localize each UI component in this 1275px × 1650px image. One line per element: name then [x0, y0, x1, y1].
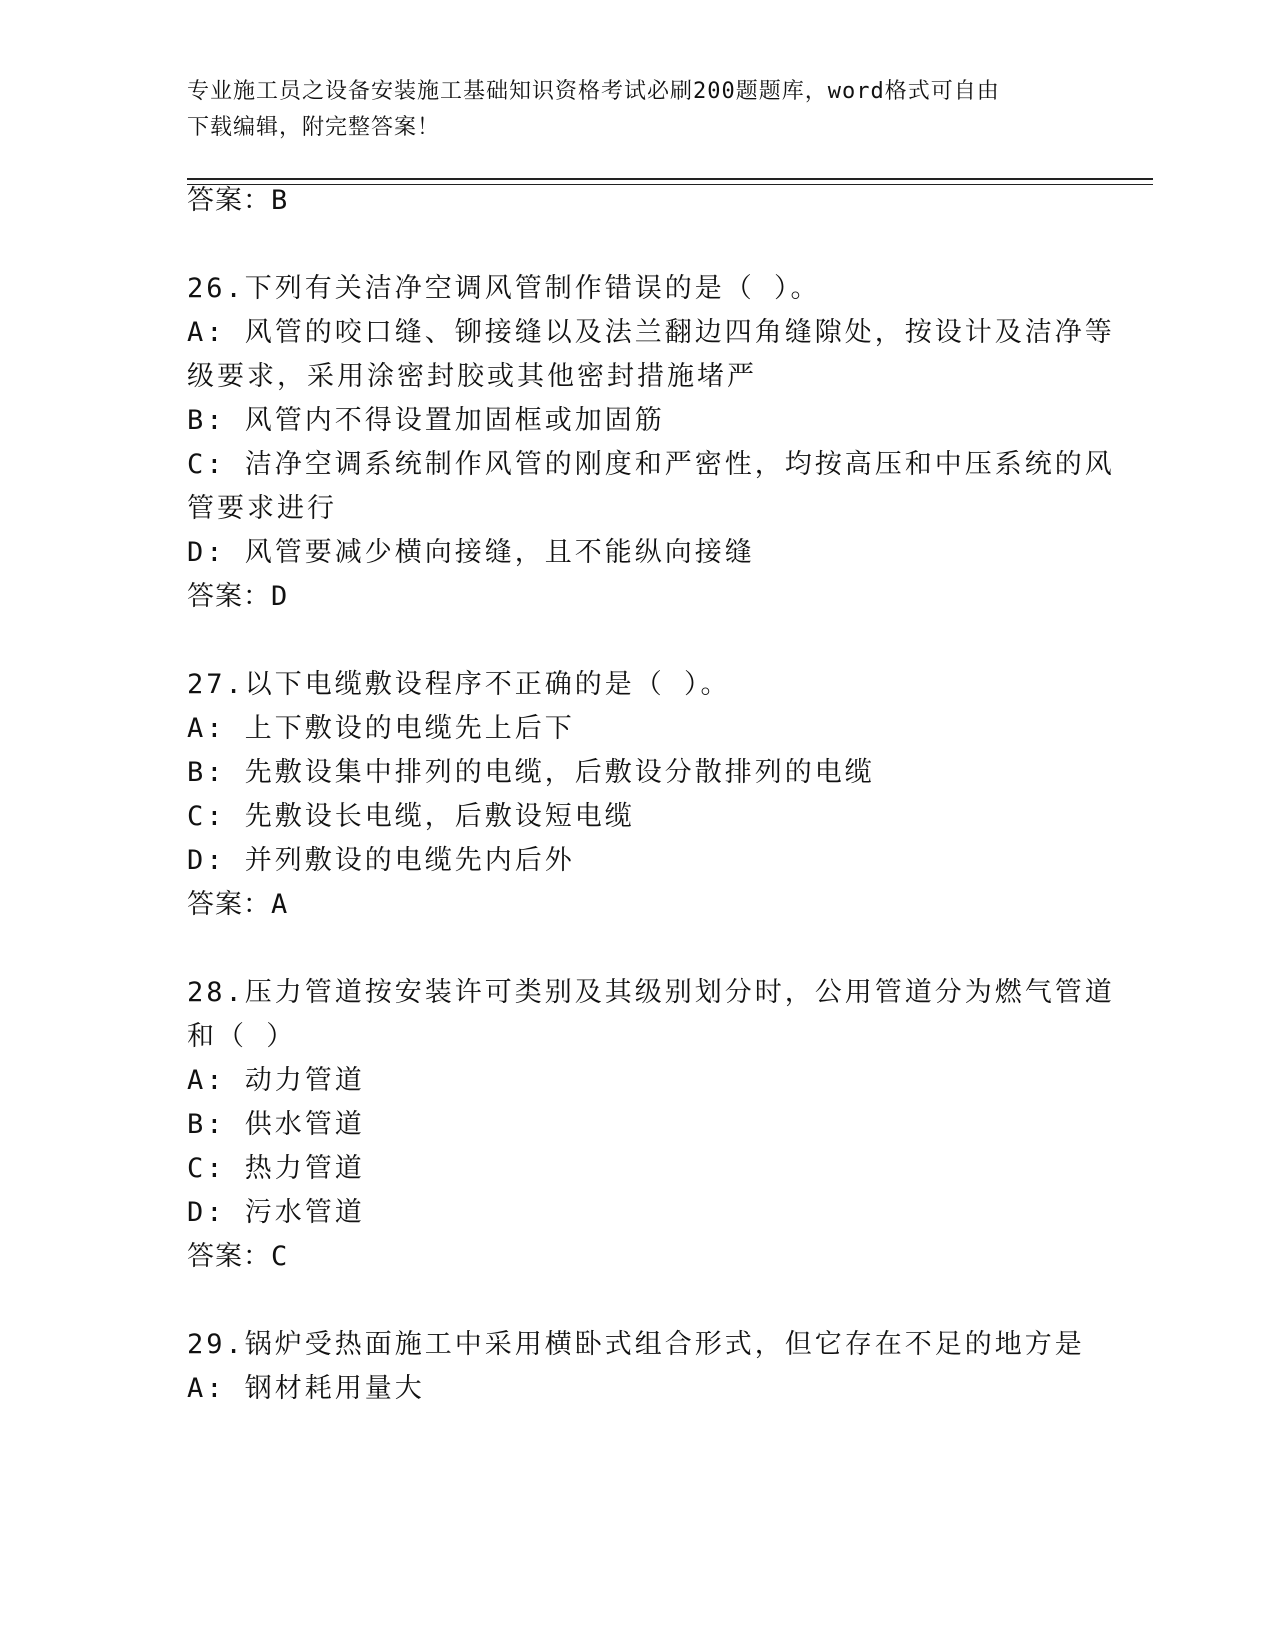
option-line: C: 热力管道 — [187, 1153, 365, 1184]
header-divider — [187, 178, 1153, 180]
option-line: D: 风管要减少横向接缝，且不能纵向接缝 — [187, 537, 755, 568]
question-stem: 28.压力管道按安装许可类别及其级别划分时，公用管道分为燃气管道 — [187, 977, 1115, 1008]
option-line: A: 风管的咬口缝、铆接缝以及法兰翻边四角缝隙处，按设计及洁净等 — [187, 317, 1115, 348]
header-divider-thin — [187, 184, 1153, 185]
option-line: 级要求，采用涂密封胶或其他密封措施堵严 — [187, 361, 757, 392]
option-line: C: 洁净空调系统制作风管的刚度和严密性，均按高压和中压系统的风 — [187, 449, 1115, 480]
question-stem: 26.下列有关洁净空调风管制作错误的是（ ）。 — [187, 273, 821, 304]
document-header — [187, 74, 1087, 146]
option-line: D: 并列敷设的电缆先内后外 — [187, 845, 575, 876]
question-stem: 29.锅炉受热面施工中采用横卧式组合形式，但它存在不足的地方是 — [187, 1329, 1085, 1360]
option-line: A: 上下敷设的电缆先上后下 — [187, 713, 575, 744]
answer-line: 答案：D — [187, 581, 289, 612]
option-line: B: 供水管道 — [187, 1109, 365, 1140]
header-line-2: 下载编辑，附完整答案！ — [187, 115, 441, 140]
option-line: 管要求进行 — [187, 493, 337, 524]
option-line: C: 先敷设长电缆，后敷设短电缆 — [187, 801, 635, 832]
answer-line: 答案：A — [187, 889, 289, 920]
question-stem: 27.以下电缆敷设程序不正确的是（ ）。 — [187, 669, 731, 700]
option-line: A: 动力管道 — [187, 1065, 365, 1096]
header-line-1: 专业施工员之设备安装施工基础知识资格考试必刷200题题库，word格式可自由 — [187, 79, 1000, 104]
option-line: B: 风管内不得设置加固框或加固筋 — [187, 405, 665, 436]
option-line: D: 污水管道 — [187, 1197, 365, 1228]
option-line: A: 钢材耗用量大 — [187, 1373, 425, 1404]
question-stem-cont: 和（ ） — [187, 1021, 297, 1052]
answer-line: 答案：B — [187, 185, 289, 216]
option-line: B: 先敷设集中排列的电缆，后敷设分散排列的电缆 — [187, 757, 875, 788]
answer-line: 答案：C — [187, 1241, 289, 1272]
